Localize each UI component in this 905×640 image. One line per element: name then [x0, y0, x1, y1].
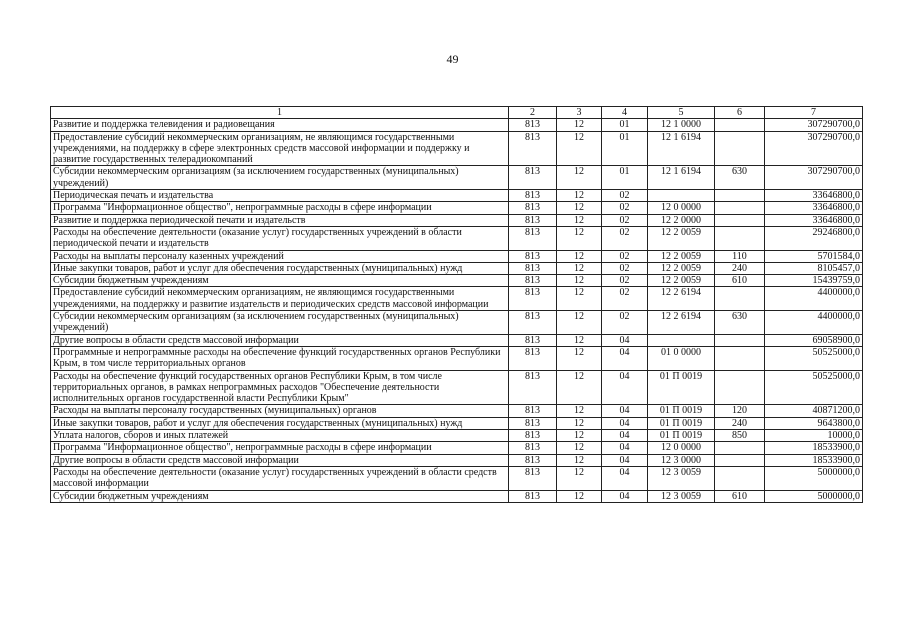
grbs-cell: 813: [509, 346, 557, 370]
grbs-cell: 813: [509, 275, 557, 287]
section-cell: 12: [557, 466, 602, 490]
row-name-cell: Субсидии бюджетным учреждениям: [51, 275, 509, 287]
amount-cell: 4400000,0: [765, 287, 863, 311]
section-cell: 12: [557, 275, 602, 287]
target-article-cell: 01 0 0000: [648, 346, 715, 370]
target-article-cell: 12 2 6194: [648, 287, 715, 311]
expense-type-cell: [715, 466, 765, 490]
table-row: [51, 454, 863, 466]
table-row: [51, 370, 863, 405]
row-name-cell: Субсидии некоммерческим организациям (за исключением государственных (муниципальных) учреждений): [51, 166, 509, 190]
table-row: [51, 466, 863, 490]
target-article-cell: 01 П 0019: [648, 370, 715, 405]
table-row: [51, 490, 863, 502]
section-cell: 12: [557, 226, 602, 250]
column-header: 4: [602, 107, 648, 119]
subsection-cell: 02: [602, 250, 648, 262]
column-header: 7: [765, 107, 863, 119]
target-article-cell: 12 2 0059: [648, 275, 715, 287]
section-cell: 12: [557, 131, 602, 166]
subsection-cell: 04: [602, 417, 648, 429]
row-name-cell: Предоставление субсидий некоммерческим организациям, не являющимся государственными учреждениями, на поддержку и развитие издательств и периодических средств массовой информации: [51, 287, 509, 311]
subsection-cell: 04: [602, 334, 648, 346]
grbs-cell: 813: [509, 214, 557, 226]
expense-type-cell: 110: [715, 250, 765, 262]
table-row: [51, 430, 863, 442]
section-cell: 12: [557, 311, 602, 335]
subsection-cell: 02: [602, 226, 648, 250]
section-cell: 12: [557, 490, 602, 502]
subsection-cell: 02: [602, 214, 648, 226]
subsection-cell: 02: [602, 202, 648, 214]
grbs-cell: 813: [509, 166, 557, 190]
target-article-cell: [648, 190, 715, 202]
table-row: [51, 417, 863, 429]
grbs-cell: 813: [509, 430, 557, 442]
subsection-cell: 01: [602, 119, 648, 131]
grbs-cell: 813: [509, 370, 557, 405]
row-name-cell: Другие вопросы в области средств массовой информации: [51, 334, 509, 346]
target-article-cell: 12 1 6194: [648, 166, 715, 190]
section-cell: 12: [557, 417, 602, 429]
grbs-cell: 813: [509, 250, 557, 262]
subsection-cell: 02: [602, 275, 648, 287]
row-name-cell: Расходы на обеспечение функций государственных органов Республики Крым, в том числе территориальных органов, в рамках непрограммных расходов "Обеспечение деятельности исполнительных органов государственной власти Республики Крым": [51, 370, 509, 405]
amount-cell: 29246800,0: [765, 226, 863, 250]
grbs-cell: 813: [509, 311, 557, 335]
subsection-cell: 01: [602, 166, 648, 190]
expense-type-cell: [715, 370, 765, 405]
grbs-cell: 813: [509, 334, 557, 346]
section-cell: 12: [557, 214, 602, 226]
table-row: [51, 287, 863, 311]
row-name-cell: Расходы на обеспечение деятельности (оказание услуг) государственных учреждений в области периодической печати и издательств: [51, 226, 509, 250]
subsection-cell: 02: [602, 287, 648, 311]
expense-type-cell: [715, 287, 765, 311]
expense-type-cell: [715, 346, 765, 370]
amount-cell: 307290700,0: [765, 119, 863, 131]
row-name-cell: Расходы на выплаты персоналу государственных (муниципальных) органов: [51, 405, 509, 417]
row-name-cell: Программные и непрограммные расходы на обеспечение функций государственных органов Республики Крым, в том числе территориальных органов: [51, 346, 509, 370]
section-cell: 12: [557, 190, 602, 202]
subsection-cell: 02: [602, 262, 648, 274]
table-row: [51, 202, 863, 214]
section-cell: 12: [557, 454, 602, 466]
table-row: [51, 214, 863, 226]
row-name-cell: Иные закупки товаров, работ и услуг для обеспечения государственных (муниципальных) нужд: [51, 262, 509, 274]
row-name-cell: Периодическая печать и издательства: [51, 190, 509, 202]
row-name-cell: Развитие и поддержка телевидения и радиовещания: [51, 119, 509, 131]
grbs-cell: 813: [509, 131, 557, 166]
grbs-cell: 813: [509, 454, 557, 466]
column-header: 6: [715, 107, 765, 119]
table-row: [51, 119, 863, 131]
section-cell: 12: [557, 346, 602, 370]
grbs-cell: 813: [509, 226, 557, 250]
target-article-cell: 12 3 0059: [648, 466, 715, 490]
expense-type-cell: [715, 214, 765, 226]
table-row: [51, 311, 863, 335]
target-article-cell: 12 3 0059: [648, 490, 715, 502]
table-row: [51, 226, 863, 250]
target-article-cell: 12 1 0000: [648, 119, 715, 131]
target-article-cell: 12 0 0000: [648, 202, 715, 214]
target-article-cell: 12 1 6194: [648, 131, 715, 166]
grbs-cell: 813: [509, 417, 557, 429]
table-body: [51, 107, 863, 503]
amount-cell: 18533900,0: [765, 454, 863, 466]
table-row: [51, 190, 863, 202]
section-cell: 12: [557, 405, 602, 417]
subsection-cell: 04: [602, 490, 648, 502]
amount-cell: 40871200,0: [765, 405, 863, 417]
row-name-cell: Предоставление субсидий некоммерческим организациям, не являющимся государственными учреждениями, на поддержку в сфере электронных средств массовой информации и поддержку и развитие государственных телерадиокомпаний: [51, 131, 509, 166]
subsection-cell: 01: [602, 131, 648, 166]
target-article-cell: 12 3 0000: [648, 454, 715, 466]
amount-cell: 307290700,0: [765, 131, 863, 166]
expense-type-cell: [715, 226, 765, 250]
subsection-cell: 04: [602, 405, 648, 417]
amount-cell: 9643800,0: [765, 417, 863, 429]
expense-type-cell: 630: [715, 311, 765, 335]
row-name-cell: Расходы на выплаты персоналу казенных учреждений: [51, 250, 509, 262]
subsection-cell: 04: [602, 370, 648, 405]
grbs-cell: 813: [509, 202, 557, 214]
grbs-cell: 813: [509, 190, 557, 202]
amount-cell: 33646800,0: [765, 190, 863, 202]
grbs-cell: 813: [509, 442, 557, 454]
amount-cell: 5000000,0: [765, 466, 863, 490]
grbs-cell: 813: [509, 490, 557, 502]
expense-type-cell: [715, 202, 765, 214]
row-name-cell: Программа "Информационное общество", непрограммные расходы в сфере информации: [51, 442, 509, 454]
page-number: 49: [446, 52, 459, 66]
expense-type-cell: [715, 334, 765, 346]
section-cell: 12: [557, 202, 602, 214]
subsection-cell: 04: [602, 442, 648, 454]
row-name-cell: Развитие и поддержка периодической печати и издательств: [51, 214, 509, 226]
target-article-cell: 12 2 0059: [648, 226, 715, 250]
row-name-cell: Субсидии бюджетным учреждениям: [51, 490, 509, 502]
row-name-cell: Программа "Информационное общество", непрограммные расходы в сфере информации: [51, 202, 509, 214]
row-name-cell: Иные закупки товаров, работ и услуг для обеспечения государственных (муниципальных) нужд: [51, 417, 509, 429]
subsection-cell: 04: [602, 430, 648, 442]
amount-cell: 33646800,0: [765, 202, 863, 214]
section-cell: 12: [557, 287, 602, 311]
amount-cell: 8105457,0: [765, 262, 863, 274]
table-row: [51, 442, 863, 454]
header-row: [51, 107, 863, 119]
subsection-cell: 04: [602, 346, 648, 370]
target-article-cell: 12 0 0000: [648, 442, 715, 454]
amount-cell: 10000,0: [765, 430, 863, 442]
grbs-cell: 813: [509, 287, 557, 311]
target-article-cell: 01 П 0019: [648, 417, 715, 429]
table-row: [51, 262, 863, 274]
target-article-cell: 12 2 6194: [648, 311, 715, 335]
amount-cell: 307290700,0: [765, 166, 863, 190]
target-article-cell: 12 2 0059: [648, 250, 715, 262]
expense-type-cell: [715, 131, 765, 166]
section-cell: 12: [557, 334, 602, 346]
target-article-cell: [648, 334, 715, 346]
row-name-cell: Расходы на обеспечение деятельности (оказание услуг) государственных учреждений в области средств массовой информации: [51, 466, 509, 490]
expense-type-cell: [715, 119, 765, 131]
target-article-cell: 12 2 0059: [648, 262, 715, 274]
section-cell: 12: [557, 250, 602, 262]
expense-type-cell: 240: [715, 417, 765, 429]
grbs-cell: 813: [509, 466, 557, 490]
amount-cell: 4400000,0: [765, 311, 863, 335]
column-header: 1: [51, 107, 509, 119]
section-cell: 12: [557, 166, 602, 190]
target-article-cell: 12 2 0000: [648, 214, 715, 226]
table-row: [51, 250, 863, 262]
grbs-cell: 813: [509, 405, 557, 417]
grbs-cell: 813: [509, 262, 557, 274]
section-cell: 12: [557, 370, 602, 405]
row-name-cell: Субсидии некоммерческим организациям (за исключением государственных (муниципальных) учреждений): [51, 311, 509, 335]
row-name-cell: Другие вопросы в области средств массовой информации: [51, 454, 509, 466]
expense-type-cell: [715, 190, 765, 202]
section-cell: 12: [557, 262, 602, 274]
table-row: [51, 334, 863, 346]
expense-type-cell: [715, 454, 765, 466]
expense-type-cell: 610: [715, 275, 765, 287]
row-name-cell: Уплата налогов, сборов и иных платежей: [51, 430, 509, 442]
expense-type-cell: 610: [715, 490, 765, 502]
table-row: [51, 131, 863, 166]
amount-cell: 69058900,0: [765, 334, 863, 346]
budget-table: [50, 106, 863, 503]
expense-type-cell: 630: [715, 166, 765, 190]
column-header: 5: [648, 107, 715, 119]
table-row: [51, 166, 863, 190]
table-row: [51, 405, 863, 417]
subsection-cell: 02: [602, 190, 648, 202]
grbs-cell: 813: [509, 119, 557, 131]
table-row: [51, 346, 863, 370]
expense-type-cell: 240: [715, 262, 765, 274]
target-article-cell: 01 П 0019: [648, 430, 715, 442]
amount-cell: 50525000,0: [765, 370, 863, 405]
subsection-cell: 02: [602, 311, 648, 335]
section-cell: 12: [557, 442, 602, 454]
amount-cell: 5000000,0: [765, 490, 863, 502]
amount-cell: 18533900,0: [765, 442, 863, 454]
expense-type-cell: 850: [715, 430, 765, 442]
amount-cell: 50525000,0: [765, 346, 863, 370]
amount-cell: 5701584,0: [765, 250, 863, 262]
amount-cell: 33646800,0: [765, 214, 863, 226]
column-header: 2: [509, 107, 557, 119]
expense-type-cell: [715, 442, 765, 454]
section-cell: 12: [557, 430, 602, 442]
column-header: 3: [557, 107, 602, 119]
target-article-cell: 01 П 0019: [648, 405, 715, 417]
section-cell: 12: [557, 119, 602, 131]
expense-type-cell: 120: [715, 405, 765, 417]
subsection-cell: 04: [602, 466, 648, 490]
subsection-cell: 04: [602, 454, 648, 466]
amount-cell: 15439759,0: [765, 275, 863, 287]
table-row: [51, 275, 863, 287]
